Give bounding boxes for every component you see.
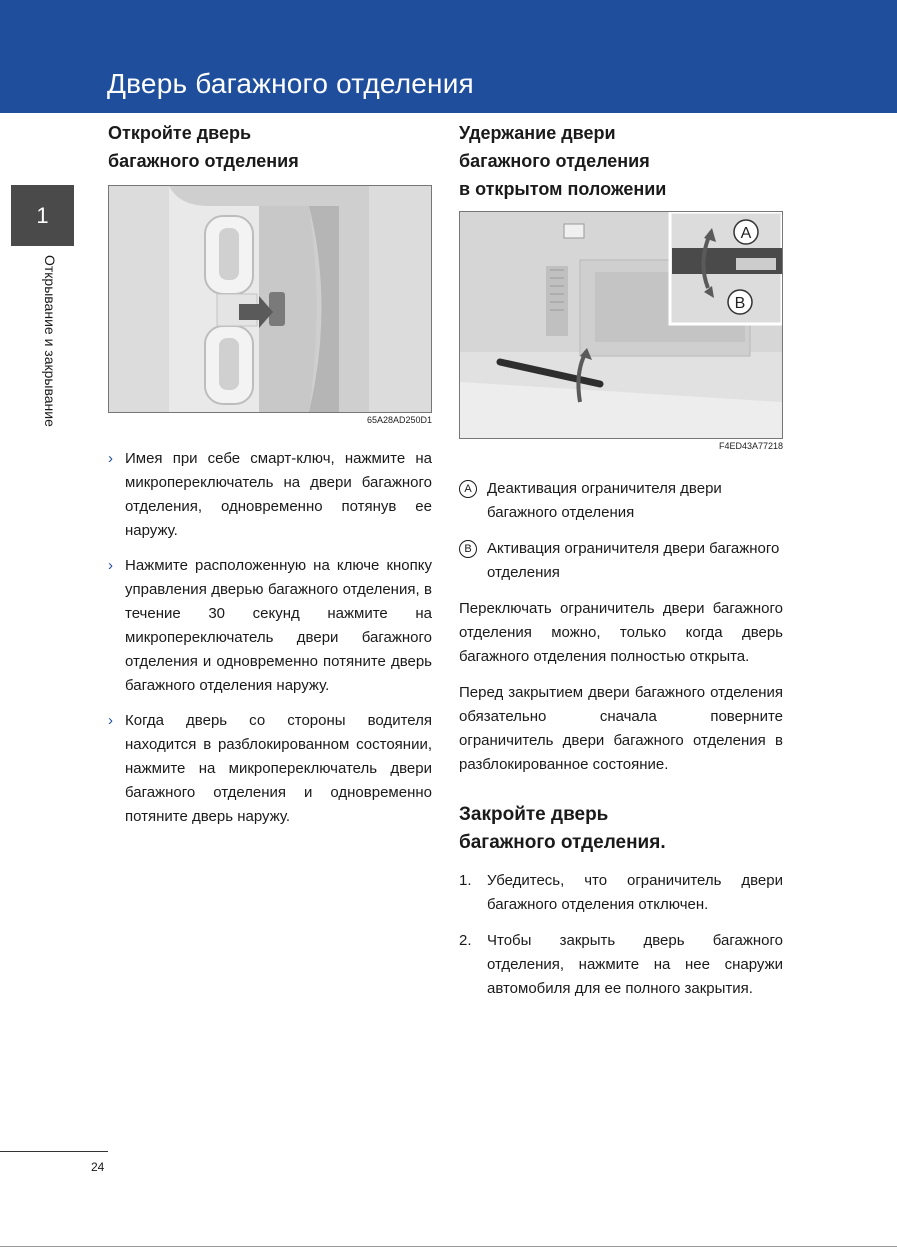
page-title: Дверь багажного отделения bbox=[107, 68, 474, 99]
figure-code: F4ED43A77218 bbox=[718, 441, 783, 451]
callout-marker: B bbox=[459, 540, 477, 558]
legend-item bbox=[459, 477, 783, 525]
list-item bbox=[108, 447, 432, 543]
tailgate-switch-figure bbox=[108, 185, 432, 413]
callout-marker: A bbox=[459, 480, 477, 498]
legend-item bbox=[459, 537, 783, 585]
chevron-right-icon: › bbox=[108, 557, 113, 574]
step-number: 1. bbox=[459, 872, 472, 889]
heading-line: Откройте дверь bbox=[108, 123, 252, 143]
heading-line: в открытом положении bbox=[459, 179, 667, 199]
tailgate-switch-illustration bbox=[109, 186, 431, 412]
door-stay-figure bbox=[459, 211, 783, 439]
page-number: 24 bbox=[91, 1160, 105, 1174]
list-item bbox=[108, 709, 432, 829]
bottom-rule bbox=[0, 1246, 897, 1247]
callout-b-label: B bbox=[734, 295, 746, 312]
heading-line: багажного отделения bbox=[459, 151, 650, 171]
list-item-text: Нажмите расположенную на ключе кнопку управления дверью багажного отделения, в течение 30 секунд нажмите на микропереключатель двери багажного отделения и одновременно потяните дверь багажного отделения наружу. bbox=[125, 557, 432, 694]
figure-legend bbox=[459, 477, 783, 585]
heading-line: багажного отделения bbox=[108, 151, 299, 171]
chapter-number-tab: 1 bbox=[11, 185, 74, 246]
left-column bbox=[108, 119, 432, 840]
list-item-text: Имея при себе смарт-ключ, нажмите на микропереключатель на двери багажного отделения, одновременно потянув ее наружу. bbox=[125, 450, 432, 539]
list-item bbox=[459, 929, 783, 1001]
section-heading-close bbox=[459, 801, 783, 857]
heading-line: Закройте дверь bbox=[459, 804, 609, 825]
page-header bbox=[0, 0, 897, 113]
chevron-right-icon: › bbox=[108, 450, 113, 467]
legend-text: Активация ограничителя двери багажного отделения bbox=[487, 540, 780, 581]
step-text: Чтобы закрыть дверь багажного отделения, нажмите на нее снаружи автомобиля для ее полного закрытия. bbox=[487, 932, 783, 997]
chevron-right-icon: › bbox=[108, 712, 113, 729]
step-number: 2. bbox=[459, 932, 472, 949]
footer-rule bbox=[0, 1151, 108, 1152]
heading-line: багажного отделения. bbox=[459, 832, 666, 853]
section-heading-hold-open bbox=[459, 119, 783, 203]
open-instructions-list bbox=[108, 447, 432, 829]
figure-code: 65A28AD250D1 bbox=[366, 415, 432, 425]
list-item bbox=[108, 554, 432, 698]
callout-a-label: A bbox=[740, 225, 752, 242]
chapter-title-vertical: Открывание и закрывание bbox=[42, 255, 58, 427]
list-item bbox=[459, 869, 783, 917]
right-column bbox=[459, 119, 783, 1013]
close-steps-list bbox=[459, 869, 783, 1001]
heading-line: Удержание двери bbox=[459, 123, 616, 143]
step-text: Убедитесь, что ограничитель двери багажного отделения отключен. bbox=[487, 872, 783, 913]
paragraph: Перед закрытием двери багажного отделения обязательно сначала поверните ограничитель двери багажного отделения в разблокированное состояние. bbox=[459, 684, 783, 773]
legend-text: Деактивация ограничителя двери багажного отделения bbox=[487, 480, 722, 521]
paragraph: Переключать ограничитель двери багажного отделения можно, только когда дверь багажного отделения полностью открыта. bbox=[459, 600, 783, 665]
section-heading-open bbox=[108, 119, 432, 175]
door-stay-illustration bbox=[460, 212, 782, 438]
list-item-text: Когда дверь со стороны водителя находится в разблокированном состоянии, нажмите на микропереключатель двери багажного отделения и одновременно потяните дверь наружу. bbox=[125, 712, 432, 825]
